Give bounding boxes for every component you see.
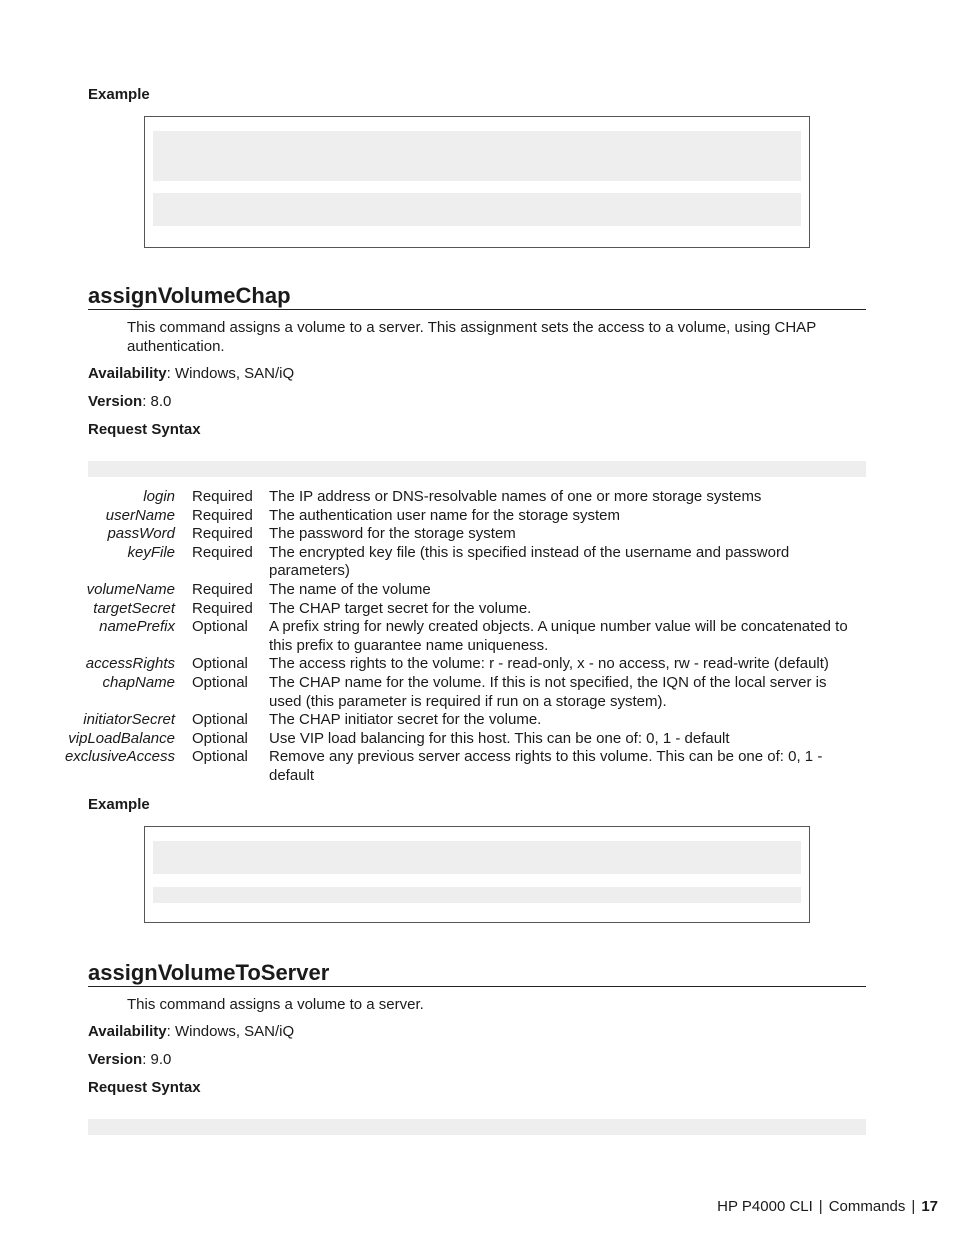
parameter-name: login: [143, 488, 175, 505]
page-footer: [717, 1198, 938, 1215]
request-syntax-code: [88, 461, 866, 477]
parameter-description: The IP address or DNS-resolvable names of one or more storage systems: [269, 488, 762, 505]
version-label: Version: [88, 1051, 143, 1068]
parameter-row: [0, 711, 954, 730]
parameter-requirement: Optional: [192, 711, 248, 729]
parameter-name: vipLoadBalance: [68, 729, 175, 747]
parameter-row: [0, 544, 954, 581]
footer-section: Commands: [828, 1198, 906, 1215]
example-heading: Example: [88, 86, 150, 103]
parameter-requirement: Optional: [192, 618, 248, 636]
parameter-row: [0, 488, 954, 507]
parameter-row: [0, 748, 954, 785]
example-code-box: [144, 116, 810, 248]
parameter-description: The name of the volume: [269, 580, 431, 598]
example-code-box: [144, 826, 810, 923]
version-value: : 9.0: [142, 1051, 172, 1068]
footer-separator: |: [911, 1198, 916, 1215]
availability-line: [88, 365, 294, 382]
parameter-description: The access rights to the volume: r - read-only, x - no access, rw - read-write (default): [269, 655, 829, 673]
parameter-description: Remove any previous server access rights to this volume. This can be one of: 0, 1 - default: [269, 748, 823, 784]
parameter-row: [0, 600, 954, 619]
parameter-row: [0, 525, 954, 544]
parameter-row: [0, 507, 954, 526]
parameter-name: namePrefix: [99, 618, 175, 636]
parameter-description: The password for the storage system: [269, 525, 516, 543]
parameter-name: keyFile: [127, 543, 175, 561]
parameter-requirement: Optional: [192, 673, 248, 691]
parameter-requirement: Optional: [192, 729, 248, 747]
parameter-requirement: Required: [192, 525, 253, 543]
parameter-name: accessRights: [85, 655, 175, 673]
footer-doc-title: HP P4000 CLI: [717, 1198, 813, 1215]
parameter-row: [0, 655, 954, 674]
parameter-requirement: Required: [192, 599, 253, 617]
availability-label: Availability: [88, 1023, 167, 1040]
parameter-name: initiatorSecret: [83, 711, 175, 729]
parameter-name: volumeName: [86, 580, 175, 598]
parameter-requirement: Required: [192, 580, 253, 598]
parameter-requirement: Optional: [192, 655, 248, 673]
availability-value: : Windows, SAN/iQ: [166, 1023, 295, 1040]
parameter-table: [0, 488, 954, 786]
parameter-description: The CHAP name for the volume. If this is not specified, the IQN of the local server is used (this parameter is required if run on a storage system).: [269, 673, 827, 710]
command-description: This command assigns a volume to a server. This assignment sets the access to a volume, using CHAP authentication.: [127, 319, 816, 355]
parameter-name: userName: [105, 506, 175, 524]
version-label: Version: [88, 393, 143, 410]
availability-line: [88, 1023, 294, 1040]
request-syntax-heading: Request Syntax: [88, 421, 201, 438]
parameter-requirement: Required: [192, 488, 253, 505]
page-number: 17: [921, 1198, 938, 1215]
parameter-row: [0, 618, 954, 655]
parameter-requirement: Optional: [192, 748, 248, 766]
parameter-name: passWord: [107, 525, 175, 543]
parameter-description: The CHAP initiator secret for the volume.: [269, 711, 542, 729]
parameter-name: chapName: [102, 673, 175, 691]
request-syntax-heading: Request Syntax: [88, 1079, 201, 1096]
version-line: [88, 1051, 171, 1068]
availability-label: Availability: [88, 365, 167, 382]
parameter-row: [0, 674, 954, 711]
footer-separator: |: [818, 1198, 823, 1215]
request-syntax-code: [88, 1119, 866, 1135]
parameter-requirement: Required: [192, 543, 253, 561]
code-line-block: [153, 841, 801, 874]
code-line-block: [153, 887, 801, 903]
code-line-block: [153, 131, 801, 181]
section-heading-assignvolumechap: assignVolumeChap: [88, 283, 866, 310]
parameter-row: [0, 581, 954, 600]
parameter-description: A prefix string for newly created objects. A unique number value will be concatenated to this prefix to guarantee name uniqueness.: [269, 618, 848, 654]
parameter-description: The authentication user name for the storage system: [269, 506, 621, 524]
parameter-name: exclusiveAccess: [64, 748, 175, 766]
version-line: [88, 393, 171, 410]
availability-value: : Windows, SAN/iQ: [166, 365, 295, 382]
parameter-name: targetSecret: [93, 599, 175, 617]
parameter-description: The CHAP target secret for the volume.: [269, 599, 532, 617]
parameter-description: Use VIP load balancing for this host. This can be one of: 0, 1 - default: [269, 729, 730, 747]
parameter-row: [0, 730, 954, 749]
parameter-requirement: Required: [192, 506, 253, 524]
section-heading-assignvolumetoserver: assignVolumeToServer: [88, 960, 866, 987]
code-line-block: [153, 193, 801, 226]
parameter-description: The encrypted key file (this is specified instead of the username and password parameters): [269, 543, 790, 580]
version-value: : 8.0: [142, 393, 172, 410]
command-description: This command assigns a volume to a server.: [127, 996, 424, 1013]
example-heading: Example: [88, 796, 150, 813]
